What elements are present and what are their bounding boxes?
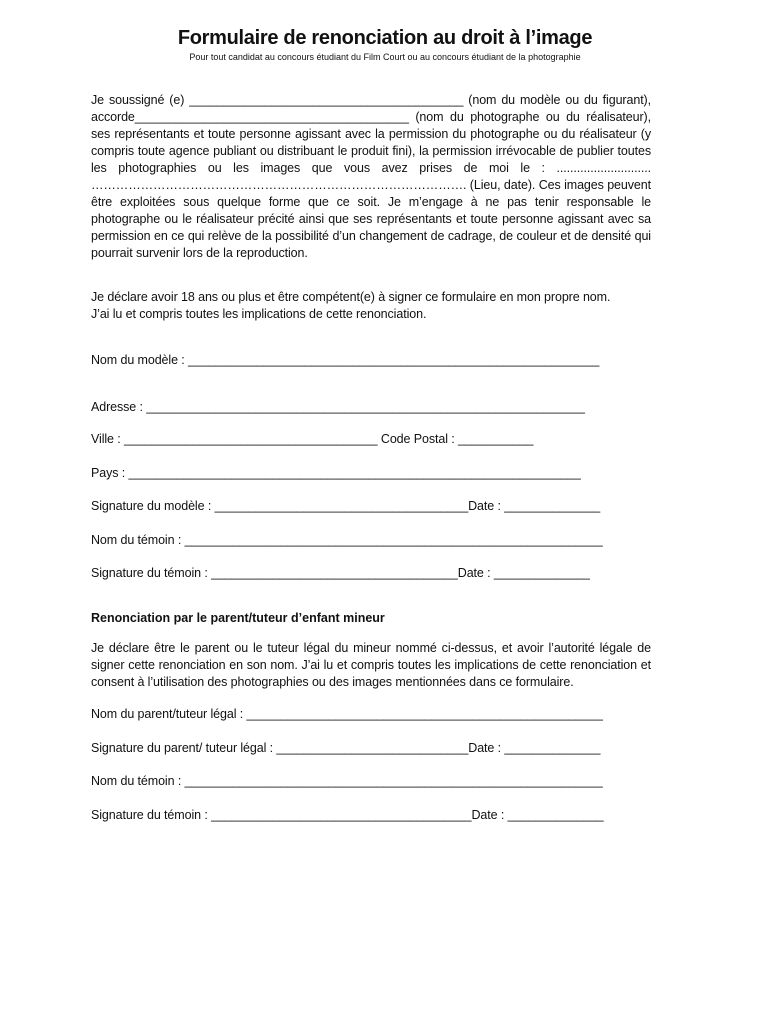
witness-signature-field[interactable]: Signature du témoin : ____________________________________Date : ______________	[91, 566, 590, 580]
country-field[interactable]: Pays : __________________________________________________________________	[91, 466, 581, 480]
model-name-field[interactable]: Nom du modèle : ____________________________________________________________	[91, 353, 600, 367]
address-field[interactable]: Adresse : ________________________________________________________________	[91, 400, 585, 414]
model-signature-field[interactable]: Signature du modèle : _____________________________________Date : ______________	[91, 499, 601, 513]
minor-witness-name-field[interactable]: Nom du témoin : _____________________________________________________________	[91, 774, 603, 788]
document-subtitle: Pour tout candidat au concours étudiant du Film Court ou au concours étudiant de la photographie	[189, 52, 581, 62]
witness-name-field[interactable]: Nom du témoin : _____________________________________________________________	[91, 533, 603, 547]
minor-witness-signature-field[interactable]: Signature du témoin : ______________________________________Date : ______________	[91, 808, 604, 822]
guardian-name-field[interactable]: Nom du parent/tuteur légal : ____________________________________________________	[91, 707, 603, 721]
intro-paragraph: Je soussigné (e) ________________________________________ (nom du modèle ou du figurant), accorde________________________________________ (nom du photographe ou du réalisateur), ses représentants et toute personne agissant avec la permission du photographe ou du réalisateur (y compris toute agence publiant ou distribuant le produit fini), la permission irrévocable de publier toutes les photographies ou les images que vous avez prises de moi le : ............................ ………………………………………………………………………………. (Lieu, date). Ces images peuvent être exploitées sous quelque forme que ce soit. Je m’engage à ne pas tenir responsable le photographe ou le réalisateur précité ainsi que ses représentants et toute personne agissant avec sa permission en ce qui relève de la possibilité d’un changement de cadrage, de couleur et de densité qui pourrait survenir lors de la reproduction.	[91, 93, 651, 260]
declaration-line-2: J’ai lu et compris toutes les implications de cette renonciation.	[91, 307, 427, 321]
declaration-line-1: Je déclare avoir 18 ans ou plus et être compétent(e) à signer ce formulaire en mon propre nom.	[91, 290, 611, 304]
minor-section-paragraph: Je déclare être le parent ou le tuteur légal du mineur nommé ci-dessus, et avoir l’autorité légale de signer cette renonciation en son nom. J’ai lu et compris toutes les implications de cette renonciation et consent à l’utilisation des photographies ou des images mentionnées dans ce formulaire.	[91, 641, 651, 689]
minor-section-heading: Renonciation par le parent/tuteur d’enfant mineur	[91, 611, 385, 625]
city-postal-field[interactable]: Ville : _____________________________________ Code Postal : ___________	[91, 432, 534, 446]
document-title: Formulaire de renonciation au droit à l’image	[177, 27, 593, 49]
guardian-signature-field[interactable]: Signature du parent/ tuteur légal : ____________________________Date : ______________	[91, 741, 601, 755]
